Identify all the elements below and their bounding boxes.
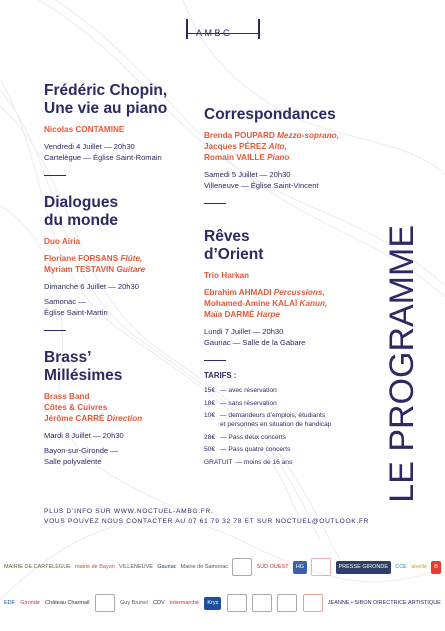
ambg-logo: [186, 14, 260, 42]
event-title: Correspondances: [204, 106, 336, 123]
divider: [204, 203, 226, 204]
sponsor-row: [4, 589, 441, 617]
sponsor-logo: Guy Brunet: [120, 599, 148, 606]
sponsor-logos: [4, 553, 441, 625]
sponsor-logo: CCE: [395, 563, 407, 570]
sponsor-logo: B: [431, 561, 441, 574]
event-date-place: Mardi 8 Juillet — 20h30 Bayon-sur-Gironde — Salle polyvalente: [44, 431, 124, 466]
program-column-right: [204, 106, 374, 470]
divider: [44, 330, 66, 331]
sponsor-logo: SUD OUEST: [256, 563, 289, 570]
tarif-row: 10€ — demandeurs d’emplois, étudiants et personnes en situation de handicap: [204, 412, 332, 428]
tarif-row: 50€ — Pass quatre concerts: [204, 446, 291, 453]
event-title: Rêves d’Orient: [204, 228, 264, 263]
sponsor-logo: Château Charmail: [45, 599, 90, 606]
sponsor-logo: [303, 594, 323, 612]
event-dialogues: [44, 194, 194, 331]
vertical-title: LE PROGRAMME: [382, 225, 421, 503]
tarifs-list: [204, 386, 374, 467]
logo-text: AMBG: [196, 28, 233, 38]
sponsor-logo: mairie de Bayon: [75, 563, 115, 570]
website-line[interactable]: PLUS D’INFO SUR WWW.NOCTUEL-AMBG.FR.: [44, 508, 214, 515]
sponsor-logo: Gauriac: [157, 563, 177, 570]
event-date-place: Vendredi 4 Juillet — 20h30 Cartelègue — Église Saint-Romain: [44, 142, 162, 162]
event-correspondances: [204, 106, 374, 204]
sponsor-logo: EDF: [4, 599, 15, 606]
sponsor-logo: Krys: [204, 597, 221, 610]
event-artists: Brenda POUPARD Mezzo-soprano, Jacques PÉREZ Alto, Romain VAILLE Piano: [204, 131, 339, 162]
tarif-row: 15€ — avec réservation: [204, 387, 277, 394]
program-column-left: [44, 82, 194, 485]
event-date-place: Lundi 7 Juillet — 20h30 Gauriac — Salle de la Gabare: [204, 327, 306, 347]
sponsor-row: [4, 553, 441, 581]
event-title: Dialogues du monde: [44, 194, 119, 229]
sponsor-logo: [95, 594, 115, 612]
sponsor-logo: intermarché: [170, 599, 200, 606]
event-artists: Nicolas CONTAMINE: [44, 125, 125, 134]
tarifs-heading: TARIFS :: [204, 371, 237, 380]
event-brass: [44, 349, 194, 467]
event-reves-orient: [204, 228, 374, 361]
contact-info: [44, 507, 369, 527]
tarif-row: GRATUIT — moins de 16 ans: [204, 458, 293, 466]
sponsor-logo: PRESSE GIRONDE: [336, 561, 392, 574]
sponsor-logo: Gironde: [20, 599, 40, 606]
sponsor-logo: HG: [293, 561, 307, 574]
sponsor-logo: Mairie de Samonac: [180, 563, 229, 570]
sponsor-logo: [232, 558, 252, 576]
event-artists: Trio Harkan Ebrahim AHMADI Percussions, Mohamed-Amine KALAÏ Kanun, Maïa DARMÉ Harpe: [204, 271, 328, 319]
sponsor-logo: JEANNE • SIBON DIRECTRICE ARTISTIQUE: [327, 599, 441, 606]
sponsor-logo: [252, 594, 272, 612]
sponsor-logo: [311, 558, 331, 576]
event-title: Brass’ Millésimes: [44, 349, 123, 384]
sponsor-logo: CDV: [153, 599, 165, 606]
event-chopin: [44, 82, 194, 176]
sponsor-logo: [277, 594, 297, 612]
sponsor-logo: abeille: [411, 563, 427, 570]
sponsor-logo: [227, 594, 247, 612]
event-artists: Brass Band Côtes & Cuivres Jérôme CARRÉ Direction: [44, 392, 143, 423]
divider: [44, 175, 66, 176]
event-date-place: Samedi 5 Juillet — 20h30 Villeneuve — Église Saint-Vincent: [204, 170, 319, 190]
tarif-row: 28€ — Pass deux concerts: [204, 433, 286, 441]
event-title: Frédéric Chopin, Une vie au piano: [44, 82, 168, 117]
sponsor-logo: MAIRIE DE CARTELÈGUE: [4, 563, 71, 570]
event-date-place: Dimanche 6 Juillet — 20h30 Samonac — Église Saint-Martin: [44, 282, 139, 317]
contact-line[interactable]: VOUS POUVEZ NOUS CONTACTER AU 07 61 79 32 78 ET SUR NOCTUEL@OUTLOOK.FR: [44, 518, 370, 525]
tarif-row: 18€ — sans réservation: [204, 399, 277, 407]
sponsor-logo: VILLENEUVE: [119, 563, 153, 570]
tarifs-section: [204, 371, 374, 467]
divider: [204, 360, 226, 361]
event-artists: Duo Airia Floriane FORSANS Flûte, Myriam TESTAVIN Guitare: [44, 237, 146, 274]
